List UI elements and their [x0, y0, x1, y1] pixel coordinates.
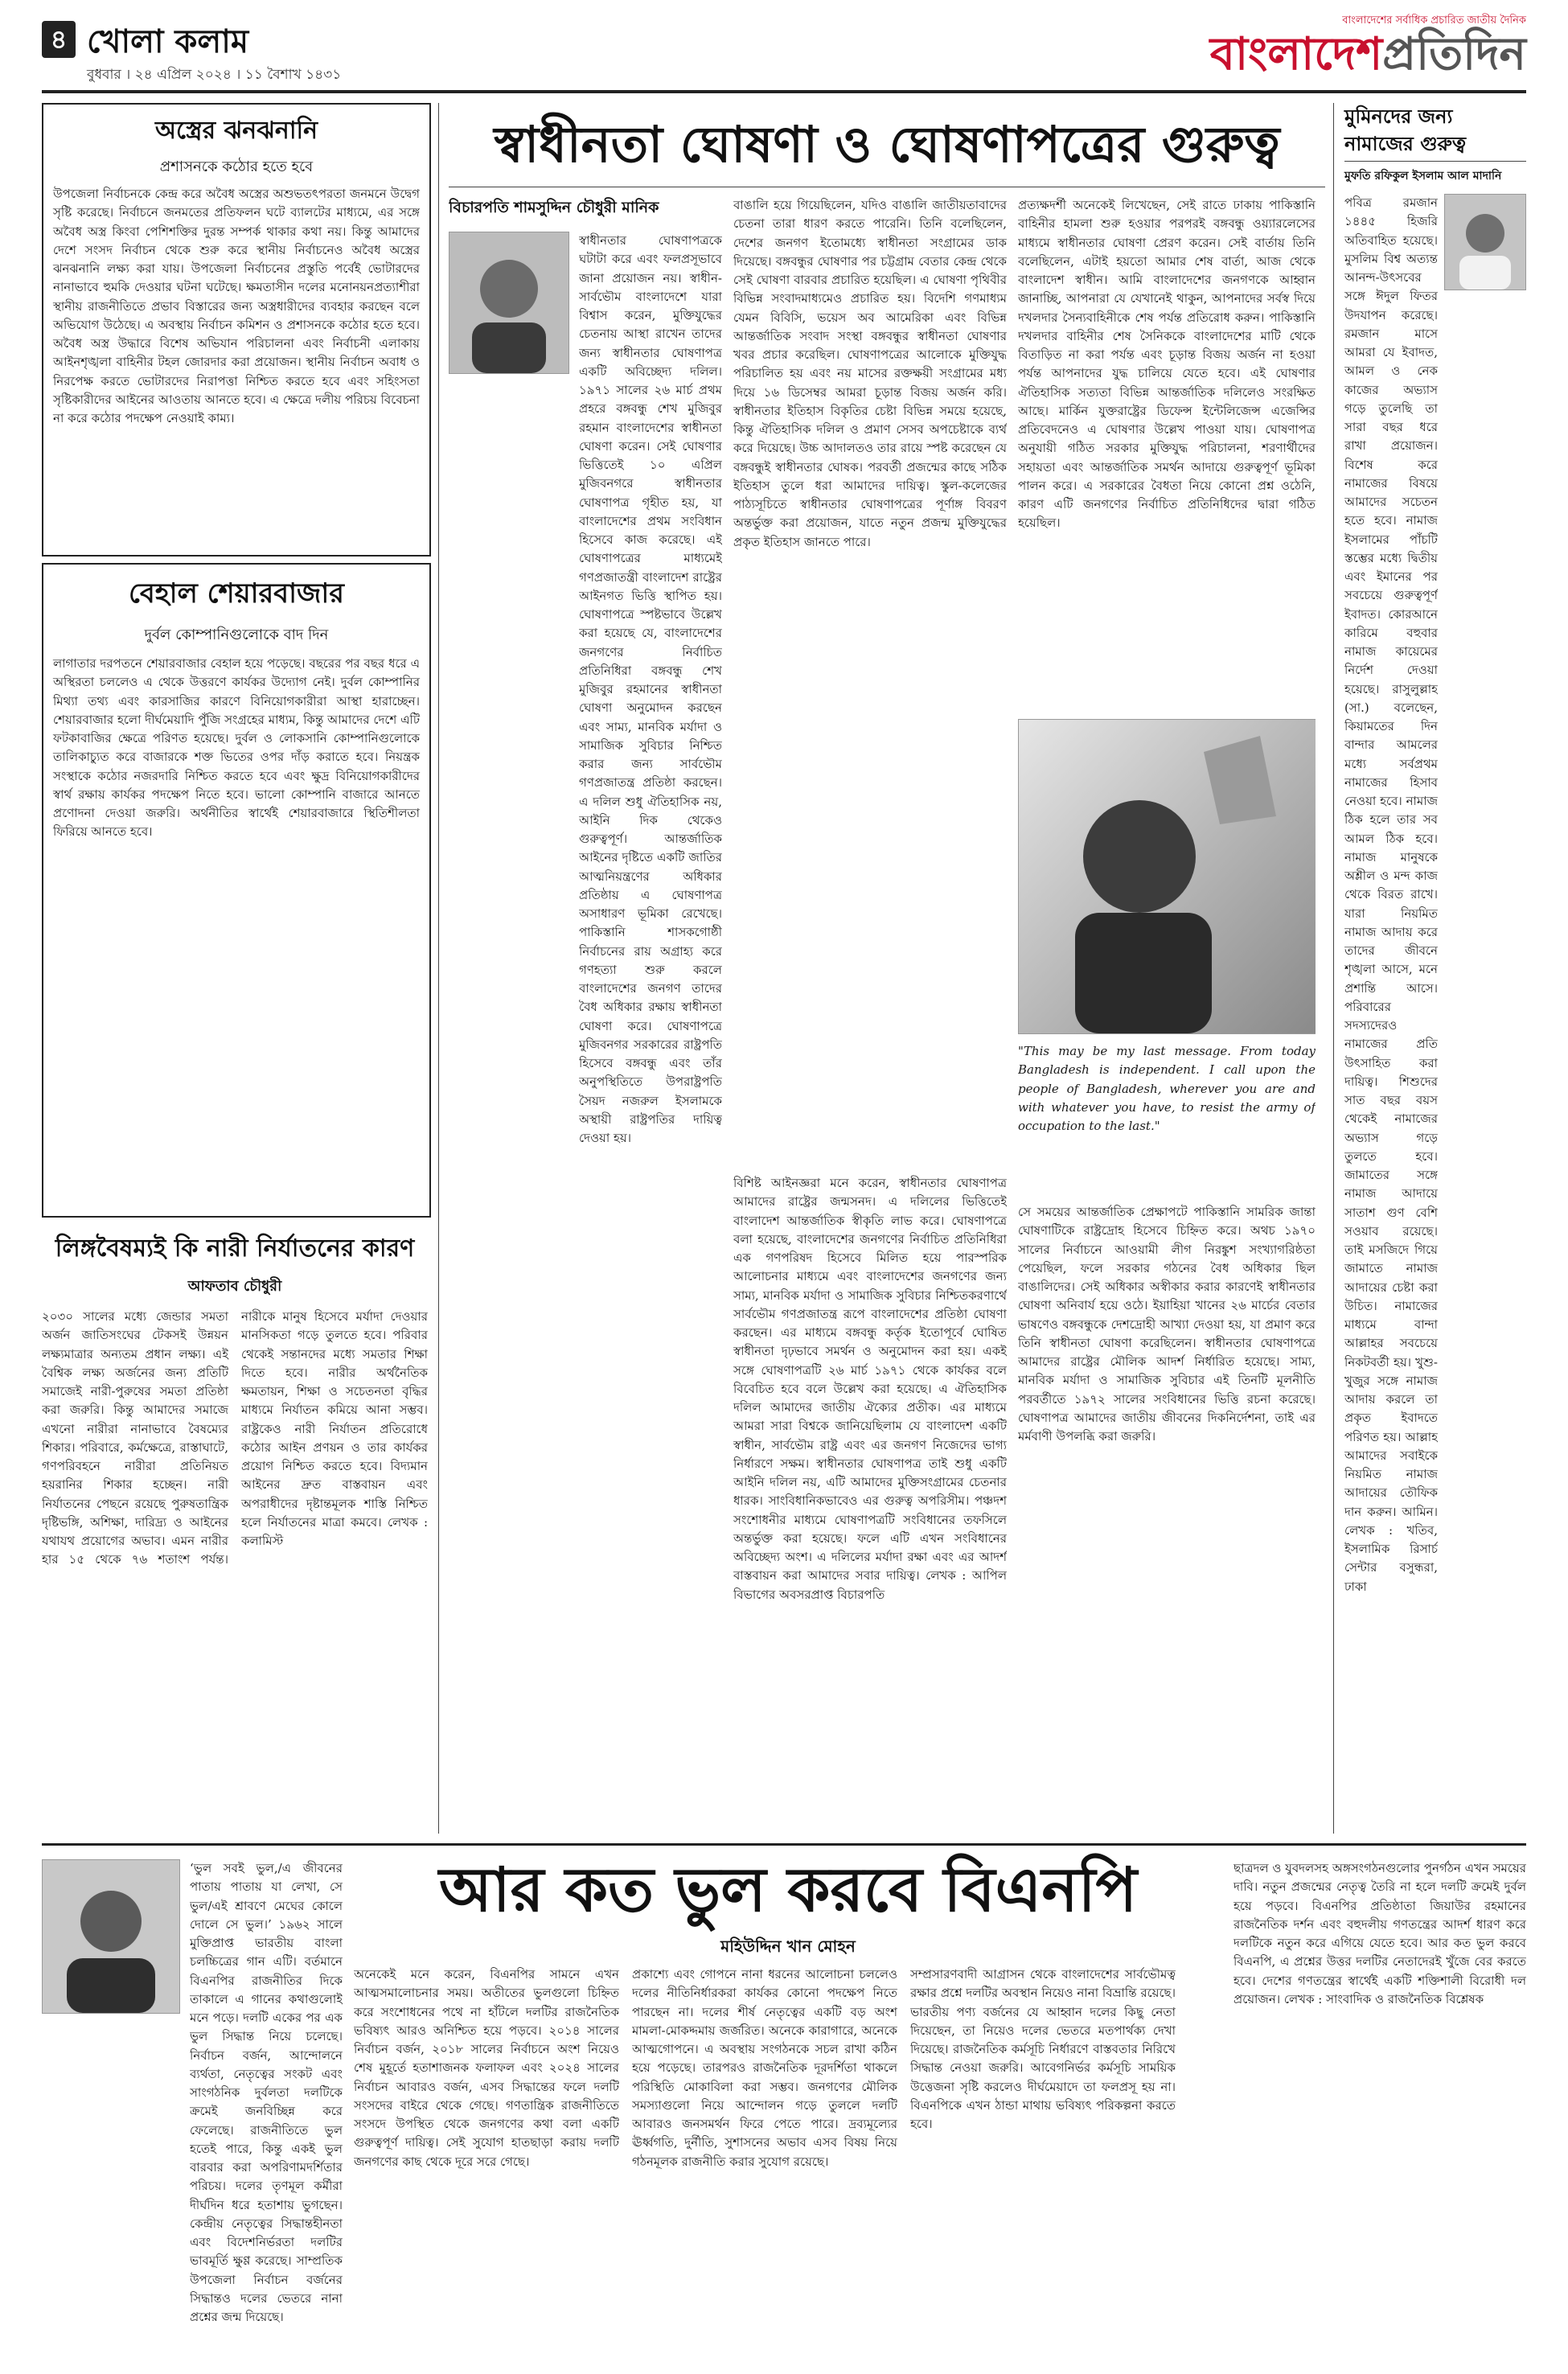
section-title: খোলা কলাম [87, 23, 249, 60]
bottom-col-1 [190, 1859, 343, 2342]
left-article-1-box [42, 103, 431, 557]
masthead-part2: প্রতিদিন [1382, 28, 1526, 80]
main-body-d: সে সময়ের আন্তর্জাতিক প্রেক্ষাপটে পাকিস্তানি সামরিক জান্তা ঘোষণাটিকে রাষ্ট্রদ্রোহ হিসেবে চিহ্নিত করে। অথচ ১৯৭০ সালের নির্বাচনে আওয়ামী লীগ নিরঙ্কুশ সংখ্যাগরিষ্ঠতা পেয়েছিল, ফলে সরকার গঠনের বৈধ অধিকার ছিল বাঙালিদের। সেই অধিকার অস্বীকার করার কারণেই স্বাধীনতার ঘোষণা অনিবার্য হয়ে ওঠে। ইয়াহিয়া খানের ২৬ মার্চের বেতার ভাষণেও বঙ্গবন্ধুকে দেশদ্রোহী আখ্যা দেওয়া হয়, যা প্রমাণ করে তিনি স্বাধীনতা ঘোষণা করেছিলেন। স্বাধীনতার ঘোষণাপত্রে আমাদের রাষ্ট্রের মৌলিক আদর্শ নির্ধারিত হয়েছে। সাম্য, মানবিক মর্যাদা ও সামাজিক সুবিচার এই তিনটি মূলনীতি পরবর্তীতে ১৯৭২ সালের সংবিধানের ভিত্তি রচনা করেছে। ঘোষণাপত্র আমাদের জাতীয় জীবনের দিকনির্দেশনা, তাই এর মর্মবাণী উপলব্ধি করা জরুরি। [1018, 1205, 1316, 1444]
left-article-3-author: আফতাব চৌধুরী [187, 1278, 282, 1295]
bottom-article-author: মহিউদ্দিন খান মোহন [720, 1937, 856, 1956]
left-article-2-subtitle: দুর্বল কোম্পানিগুলোকে বাদ দিন [144, 626, 329, 643]
left-article-3 [42, 1222, 428, 1834]
main-col-1 [449, 196, 722, 1829]
bottom-body-a: ‘ভুল সবই ভুল,/এ জীবনের পাতায় পাতায় যা লেখা, সে ভুল/এই শ্রাবণে মেঘের কোলে দোলে সে ভুল।’ ১৯৬২ সালে মুক্তিপ্রাপ্ত ভারতীয় বাংলা চলচ্চিত্রের গান এটি। বর্তমানে বিএনপির রাজনীতির দিকে তাকালে এ গানের কথাগুলোই মনে পড়ে। দলটি একের পর এক ভুল সিদ্ধান্ত নিয়ে চলেছে। নির্বাচন বর্জন, আন্দোলনে ব্যর্থতা, নেতৃত্বের সংকট এবং সাংগঠনিক দুর্বলতা দলটিকে ক্রমেই জনবিচ্ছিন্ন করে ফেলেছে। রাজনীতিতে ভুল হতেই পারে, কিন্তু একই ভুল বারবার করা অপরিণামদর্শিতার পরিচয়। দলের তৃণমূল কর্মীরা দীর্ঘদিন ধরে হতাশায় ভুগছেন। কেন্দ্রীয় নেতৃত্বের সিদ্ধান্তহীনতা এবং বিদেশনির্ভরতা দলটির ভাবমূর্তি ক্ষুণ্ণ করেছে। সাম্প্রতিক উপজেলা নির্বাচন বর্জনের সিদ্ধান্তও দলের ভেতরে নানা প্রশ্নের জন্ম দিয়েছে। [190, 1861, 343, 2324]
left-article-2-body: লাগাতার দরপতনে শেয়ারবাজার বেহাল হয়ে পড়েছে। বছরের পর বছর ধরে এ অস্থিরতা চললেও এ থেকে উত্তরণে কার্যকর উদ্যোগ নেই। দুর্বল কোম্পানির মিথ্যা তথ্য এবং কারসাজির কারণে বিনিয়োগকারীরা আস্থা হারাচ্ছেন। শেয়ারবাজার হলো দীর্ঘমেয়াদি পুঁজি সংগ্রহের মাধ্যম, কিন্তু আমাদের দেশে এটি ফটকাবাজির ক্ষেত্রে পরিণত হয়েছে। দুর্বল ও লোকসানি কোম্পানিগুলোকে তালিকাচ্যুত করে বাজারকে শক্ত ভিতের ওপর দাঁড় করাতে হবে। নিয়ন্ত্রক সংস্থাকে কঠোর নজরদারি নিশ্চিত করতে হবে এবং ক্ষুদ্র বিনিয়োগকারীদের স্বার্থ রক্ষায় কার্যকর পদক্ষেপ নিতে হবে। ভালো কোম্পানি বাজারে আনতে প্রণোদনা দেওয়া জরুরি। অর্থনীতির স্বার্থেই শেয়ারবাজারে স্থিতিশীলতা ফিরিয়ে আনতে হবে। [53, 656, 420, 840]
right-author-portrait-icon [1445, 195, 1525, 290]
left-article-1-title: অস্ত্রের ঝনঝনানি [154, 117, 318, 145]
bottom-body-b: অনেকেই মনে করেন, বিএনপির সামনে এখন আত্মসমালোচনার সময়। অতীতের ভুলগুলো চিহ্নিত করে সংশোধনের পথে না হাঁটলে দলটির রাজনৈতিক ভবিষ্যৎ আরও অনিশ্চিত হয়ে পড়বে। ২০১৪ সালের নির্বাচন বর্জন, ২০১৮ সালের নির্বাচনে অংশ নিয়েও শেষ মুহূর্তে হতাশাজনক ফলাফল এবং ২০২৪ সালের নির্বাচন আবারও বর্জন, এসব সিদ্ধান্তের ফলে দলটি সংসদের বাইরে থেকে গেছে। গণতান্ত্রিক রাজনীতিতে সংসদে উপস্থিত থেকে জনগণের কথা বলা একটি গুরুত্বপূর্ণ দায়িত্ব। সেই সুযোগ হাতছাড়া করায় দলটি জনগণের কাছ থেকে দূরে সরে গেছে। [354, 1967, 619, 2169]
right-article-body: পবিত্র রমজান ১৪৪৫ হিজরি অতিবাহিত হয়েছে। মুসলিম বিশ্ব অত্যন্ত আনন্দ-উৎসবের সঙ্গে ঈদুল ফিতর উদযাপন করেছে। রমজান মাসে আমরা যে ইবাদত, আমল ও নেক কাজের অভ্যাস গড়ে তুলেছি তা সারা বছর ধরে রাখা প্রয়োজন। বিশেষ করে নামাজের বিষয়ে আমাদের সচেতন হতে হবে। নামাজ ইসলামের পাঁচটি স্তম্ভের মধ্যে দ্বিতীয় এবং ইমানের পর সবচেয়ে গুরুত্বপূর্ণ ইবাদত। কোরআনে কারিমে বহুবার নামাজ কায়েমের নির্দেশ দেওয়া হয়েছে। রাসুলুল্লাহ (সা.) বলেছেন, কিয়ামতের দিন বান্দার আমলের মধ্যে সর্বপ্রথম নামাজের হিসাব নেওয়া হবে। নামাজ ঠিক হলে তার সব আমল ঠিক হবে। নামাজ মানুষকে অশ্লীল ও মন্দ কাজ থেকে বিরত রাখে। যারা নিয়মিত নামাজ আদায় করে তাদের জীবনে শৃঙ্খলা আসে, মনে প্রশান্তি আসে। পরিবারের সদস্যদেরও নামাজের প্রতি উৎসাহিত করা দায়িত্ব। শিশুদের সাত বছর বয়স থেকেই নামাজের অভ্যাস গড়ে তুলতে হবে। জামাতের সঙ্গে নামাজ আদায়ে সাতাশ গুণ বেশি সওয়াব রয়েছে। তাই মসজিদে গিয়ে জামাতে নামাজ আদায়ের চেষ্টা করা উচিত। নামাজের মাধ্যমে বান্দা আল্লাহর সবচেয়ে নিকটবর্তী হয়। খুশু-খুজুর সঙ্গে নামাজ আদায় করলে তা প্রকৃত ইবাদতে পরিণত হয়। আল্লাহ আমাদের সবাইকে নিয়মিত নামাজ আদায়ের তৌফিক দান করুন। আমিন। লেখক : খতিব, ইসলামিক রিসার্চ সেন্টার বসুন্ধরা, ঢাকা [1344, 195, 1438, 1594]
bottom-body-e: ছাত্রদল ও যুবদলসহ অঙ্গসংগঠনগুলোর পুনর্গঠন এখন সময়ের দাবি। নতুন প্রজন্মের নেতৃত্ব তৈরি না হলে দলটি ক্রমেই দুর্বল হয়ে পড়বে। বিএনপির প্রতিষ্ঠাতা জিয়াউর রহমানের রাজনৈতিক দর্শন এবং বহুদলীয় গণতন্ত্রের আদর্শ ধারণ করে দলটিকে নতুন করে এগিয়ে যেতে হবে। আর কত ভুল করবে বিএনপি, এ প্রশ্নের উত্তর দলটির নেতাদেরই খুঁজে বের করতে হবে। দেশের গণতন্ত্রের স্বার্থেই একটি শক্তিশালী বিরোধী দল প্রয়োজন। লেখক : সাংবাদিক ও রাজনৈতিক বিশ্লেষক [1233, 1861, 1526, 2006]
right-divider [1333, 103, 1334, 1834]
left-article-1-subtitle: প্রশাসনকে কঠোর হতে হবে [159, 158, 314, 175]
right-article-author: মুফতি রফিকুল ইসলাম আল মাদানি [1344, 170, 1502, 183]
dateline: বুধবার । ২৪ এপ্রিল ২০২৪ । ১১ বৈশাখ ১৪৩১ [87, 67, 342, 83]
main-article-title: স্বাধীনতা ঘোষণা ও ঘোষণাপত্রের গুরুত্ব [494, 115, 1280, 174]
author-portrait-icon [449, 232, 569, 373]
left-article-3-body: ২০৩০ সালের মধ্যে জেন্ডার সমতা অর্জন জাতিসংঘের টেকসই উন্নয়ন লক্ষ্যমাত্রার অন্যতম প্রধান লক্ষ্য। এই বৈশ্বিক লক্ষ্য অর্জনের জন্য প্রতিটি সমাজেই নারী-পুরুষের সমতা প্রতিষ্ঠা করা জরুরি। কিন্তু আমাদের সমাজে এখনো নারীরা নানাভাবে বৈষম্যের শিকার। পরিবারে, কর্মক্ষেত্রে, রাস্তাঘাটে, গণপরিবহনে নারীরা প্রতিনিয়ত হয়রানির শিকার হচ্ছেন। নারী নির্যাতনের পেছনে রয়েছে পুরুষতান্ত্রিক দৃষ্টিভঙ্গি, অশিক্ষা, দারিদ্র্য ও আইনের যথাযথ প্রয়োগের অভাব। এমন নারীর হার ১৫ থেকে ৭৬ শতাংশ পর্যন্ত। নারীকে মানুষ হিসেবে মর্যাদা দেওয়ার মানসিকতা গড়ে তুলতে হবে। পরিবার থেকেই সন্তানদের মধ্যে সমতার শিক্ষা দিতে হবে। নারীর অর্থনৈতিক ক্ষমতায়ন, শিক্ষা ও সচেতনতা বৃদ্ধির মাধ্যমে নির্যাতন কমিয়ে আনা সম্ভব। রাষ্ট্রকেও নারী নির্যাতন প্রতিরোধে কঠোর আইন প্রণয়ন ও তার কার্যকর প্রয়োগ নিশ্চিত করতে হবে। বিদ্যমান আইনের দ্রুত বাস্তবায়ন এবং অপরাধীদের দৃষ্টান্তমূলক শাস্তি নিশ্চিত হলে নির্যাতনের মাত্রা কমবে। লেখক : কলামিস্ট [42, 1309, 428, 1567]
main-body-a: স্বাধীনতার ঘোষণাপত্রকে ঘটাটা করে এবং ফলপ্রসূভাবে জানা প্রয়োজন নয়। স্বাধীন-সার্বভৌম বাংলাদেশে যারা বিশ্বাস করেন, মুক্তিযুদ্ধের চেতনায় আস্থা রাখেন তাদের জন্য স্বাধীনতার ঘোষণাপত্র একটি অবিচ্ছেদ্য দলিল। ১৯৭১ সালের ২৬ মার্চ প্রথম প্রহরে বঙ্গবন্ধু শেখ মুজিবুর রহমান বাংলাদেশের স্বাধীনতা ঘোষণা করেন। সেই ঘোষণার ভিত্তিতেই ১০ এপ্রিল মুজিবনগরে স্বাধীনতার ঘোষণাপত্র গৃহীত হয়, যা বাংলাদেশের প্রথম সংবিধান হিসেবে কাজ করেছে। এই ঘোষণাপত্রের মাধ্যমেই গণপ্রজাতন্ত্রী বাংলাদেশ রাষ্ট্রের আইনগত ভিত্তি স্থাপিত হয়। ঘোষণাপত্রে স্পষ্টভাবে উল্লেখ করা হয়েছে যে, বাংলাদেশের জনগণের নির্বাচিত প্রতিনিধিরা বঙ্গবন্ধু শেখ মুজিবুর রহমানের স্বাধীনতা ঘোষণা অনুমোদন করছেন এবং সাম্য, মানবিক মর্যাদা ও সামাজিক সুবিচার নিশ্চিত করার জন্য সার্বভৌম গণপ্রজাতন্ত্র প্রতিষ্ঠা করছেন। এ দলিল শুধু ঐতিহাসিক নয়, আইনি দিক থেকেও গুরুত্বপূর্ণ। আন্তর্জাতিক আইনের দৃষ্টিতে একটি জাতির আত্মনিয়ন্ত্রণের অধিকার প্রতিষ্ঠায় এ ঘোষণাপত্র অসাধারণ ভূমিকা রেখেছে। পাকিস্তানি শাসকগোষ্ঠী নির্বাচনের রায় অগ্রাহ্য করে গণহত্যা শুরু করলে বাংলাদেশের জনগণ তাদের বৈধ অধিকার রক্ষায় স্বাধীনতা ঘোষণা করে। ঘোষণাপত্রে মুজিবনগর সরকারের রাষ্ট্রপতি হিসেবে বঙ্গবন্ধু এবং তাঁর অনুপস্থিতিতে উপরাষ্ট্রপতি সৈয়দ নজরুল ইসলামকে অস্থায়ী রাষ্ট্রপতির দায়িত্ব দেওয়া হয়। [579, 233, 722, 1145]
bottom-col-2 [354, 1965, 619, 2343]
bottom-body-c: প্রকাশ্যে এবং গোপনে নানা ধরনের আলোচনা চললেও দলের নীতিনির্ধারকরা কার্যকর কোনো পদক্ষেপ নিতে পারছেন না। দলের শীর্ষ নেতৃত্বের একটি বড় অংশ মামলা-মোকদ্দমায় জর্জরিত। অনেকে কারাগারে, অনেকে আত্মগোপনে। এ অবস্থায় সংগঠনকে সচল রাখা কঠিন হয়ে পড়েছে। তারপরও রাজনৈতিক দূরদর্শিতা থাকলে পরিস্থিতি মোকাবিলা করা সম্ভব। জনগণের মৌলিক সমস্যাগুলো নিয়ে আন্দোলন গড়ে তুললে দলটি আবারও জনসমর্থন ফিরে পেতে পারে। দ্রব্যমূল্যের ঊর্ধ্বগতি, দুর্নীতি, সুশাসনের অভাব এসব বিষয় নিয়ে গঠনমূলক রাজনীতি করার সুযোগ রয়েছে। [632, 1967, 897, 2169]
page-number-badge: ৪ [42, 21, 76, 58]
masthead-part1: বাংলাদেশ [1209, 28, 1383, 80]
main-col-extra [733, 1174, 1007, 1834]
bottom-top-rule [42, 1843, 1526, 1846]
left-article-2-box [42, 563, 431, 1218]
historic-photo [1018, 719, 1316, 1034]
main-col-e [1327, 965, 1328, 966]
photo-quote: "This may be my last message. From today Bangladesh is independent. I call upon the people of Bangladesh, wherever you are and with whatever you have, to resist the army of occupation to the last." [1018, 1044, 1316, 1133]
bottom-col-3 [632, 1965, 897, 2343]
bottom-col-4 [910, 1965, 1176, 2343]
left-article-3-title: লিঙ্গবৈষম্যই কি নারী নির্যাতনের কারণ [55, 1234, 415, 1263]
historic-portrait-icon [1019, 720, 1316, 1033]
bottom-article-title: আর কত ভুল করবে বিএনপি [438, 1854, 1138, 1925]
main-article-author: বিচারপতি শামসুদ্দিন চৌধুরী মানিক [449, 199, 659, 216]
masthead-tagline: বাংলাদেশের সর্বাধিক প্রচারিত জাতীয় দৈনিক [1342, 14, 1526, 27]
left-article-2-title: বেহাল শেয়ারবাজার [129, 577, 344, 610]
author-photo [449, 232, 569, 374]
masthead [1210, 29, 1526, 80]
left-divider [438, 103, 439, 1834]
header-rule [42, 90, 1526, 93]
main-body-c: প্রত্যক্ষদর্শী অনেকেই লিখেছেন, সেই রাতে ঢাকায় পাকিস্তানি বাহিনীর হামলা শুরু হওয়ার পরপরই বঙ্গবন্ধু ওয়্যারলেসের মাধ্যমে স্বাধীনতার ঘোষণা প্রেরণ করেন। সেই বার্তায় তিনি বলেছিলেন, এটাই হয়তো আমার শেষ বার্তা, আজ থেকে বাংলাদেশ স্বাধীন। আমি বাংলাদেশের জনগণকে আহ্বান জানাচ্ছি, আপনারা যে যেখানেই থাকুন, আপনাদের সর্বস্ব দিয়ে দখলদার সৈন্যবাহিনীকে শেষ পর্যন্ত প্রতিরোধ করুন। পাকিস্তানি দখলদার বাহিনীর শেষ সৈনিককে বাংলাদেশের মাটি থেকে বিতাড়িত না করা পর্যন্ত এবং চূড়ান্ত বিজয় অর্জন না হওয়া পর্যন্ত আপনাদের যুদ্ধ চালিয়ে যেতে হবে। এই ঘোষণার ঐতিহাসিক সত্যতা বিভিন্ন আন্তর্জাতিক দলিলেও সংরক্ষিত আছে। মার্কিন যুক্তরাষ্ট্রের ডিফেন্স ইন্টেলিজেন্স এজেন্সির প্রতিবেদনেও এ ঘোষণার উল্লেখ পাওয়া যায়। ঘোষণাপত্র অনুযায়ী গঠিত সরকার মুক্তিযুদ্ধ পরিচালনা, শরণার্থীদের সহায়তা এবং আন্তর্জাতিক সমর্থন আদায়ে গুরুত্বপূর্ণ ভূমিকা পালন করে। এ সরকারের বৈধতা নিয়ে কোনো প্রশ্ন ওঠেনি, কারণ এটি জনগণের নির্বাচিত প্রতিনিধিদের দ্বারা গঠিত হয়েছিল। [1018, 198, 1316, 531]
right-article-title: মুমিনদের জন্য নামাজের গুরুত্ব [1344, 103, 1526, 162]
main-col-3 [1018, 196, 1316, 1829]
right-article [1344, 103, 1526, 1832]
bottom-body-d: সম্প্রসারণবাদী আগ্রাসন থেকে বাংলাদেশের সার্বভৌমত্ব রক্ষার প্রশ্নে দলটির অবস্থান নিয়েও নানা বিভ্রান্তি রয়েছে। ভারতীয় পণ্য বর্জনের যে আহ্বান দলের কিছু নেতা দিয়েছেন, তা নিয়েও দলের ভেতরে মতপার্থক্য দেখা দিয়েছে। রাজনৈতিক কর্মসূচি নির্ধারণে বাস্তবতার নিরিখে সিদ্ধান্ত নেওয়া জরুরি। আবেগনির্ভর কর্মসূচি সাময়িক উত্তেজনা সৃষ্টি করলেও দীর্ঘমেয়াদে তা ফলপ্রসূ হয় না। বিএনপিকে এখন ঠান্ডা মাথায় ভবিষ্যৎ পরিকল্পনা করতে হবে। [910, 1967, 1176, 2131]
main-body-b: বাঙালি হয়ে গিয়েছিলেন, যদিও বাঙালি জাতীয়তাবাদের চেতনা তারা ধারণ করতে পারেনি। তিনি বলেছিলেন, দেশের জনগণ ইতোমধ্যে স্বাধীনতা সংগ্রামের ডাক দিয়েছে। বঙ্গবন্ধুর ঘোষণার পর চট্টগ্রাম বেতার কেন্দ্র থেকে সেই ঘোষণা বারবার প্রচারিত হয়েছিল। এ ঘোষণা পৃথিবীর বিভিন্ন সংবাদমাধ্যমেও প্রচারিত হয়। বিদেশি গণমাধ্যম যেমন বিবিসি, ভয়েস অব আমেরিকা এবং বিভিন্ন আন্তর্জাতিক সংবাদ সংস্থা বঙ্গবন্ধুর স্বাধীনতা ঘোষণার খবর প্রচার করেছিল। ঘোষণাপত্রের আলোকে মুক্তিযুদ্ধ পরিচালিত হয় এবং নয় মাসের রক্তক্ষয়ী সংগ্রামের মধ্য দিয়ে ১৬ ডিসেম্বর আমরা চূড়ান্ত বিজয় অর্জন করি। স্বাধীনতার ইতিহাস বিকৃতির চেষ্টা বিভিন্ন সময়ে হয়েছে, কিন্তু ঐতিহাসিক দলিল ও প্রমাণ সেসব অপচেষ্টাকে ব্যর্থ করে দিয়েছে। উচ্চ আদালতও তার রায়ে স্পষ্ট করেছেন যে বঙ্গবন্ধুই স্বাধীনতার ঘোষক। পরবর্তী প্রজন্মের কাছে সঠিক ইতিহাস তুলে ধরা আমাদের দায়িত্ব। স্কুল-কলেজের পাঠ্যসূচিতে স্বাধীনতার ঘোষণাপত্রের পূর্ণাঙ্গ বিবরণ অন্তর্ভুক্ত করা প্রয়োজন, যাতে নতুন প্রজন্ম মুক্তিযুদ্ধের প্রকৃত ইতিহাস জানতে পারে। [733, 198, 1007, 549]
left-article-1-body: উপজেলা নির্বাচনকে কেন্দ্র করে অবৈধ অস্ত্রের অশুভতৎপরতা জনমনে উদ্বেগ সৃষ্টি করেছে। নির্বাচনে জনমতের প্রতিফলন ঘটে ব্যালটের মাধ্যমে, এর সঙ্গে অবৈধ অস্ত্র কিংবা পেশিশক্তির দুরন্ত সম্পর্ক থাকার কথা নয়। কিন্তু আমাদের দেশে সংসদ নির্বাচন থেকে শুরু করে স্থানীয় নির্বাচনেও অবৈধ অস্ত্রের ঝনঝনানি লক্ষ্য করা যায়। উপজেলা নির্বাচনের প্রস্তুতি পর্বেই ভোটারদের নানাভাবে হুমকি দেওয়ার ঘটনা ঘটেছে। ক্ষমতাসীন দলের মনোনয়নপ্রত্যাশীরা স্থানীয় রাজনীতিতে প্রভাব বিস্তারের জন্য অস্ত্রধারীদের ব্যবহার করছেন বলে অভিযোগ উঠেছে। এ অবস্থায় নির্বাচন কমিশন ও প্রশাসনকে কঠোর হতে হবে। অবৈধ অস্ত্র উদ্ধারে বিশেষ অভিযান পরিচালনা এবং নির্বাচনী এলাকায় আইনশৃঙ্খলা বাহিনীর টহল জোরদার করা প্রয়োজন। স্থানীয় নির্বাচন অবাধ ও নিরপেক্ষ করতে ভোটারদের নিরাপত্তা নিশ্চিত করতে হবে এবং সহিংসতা সৃষ্টিকারীদের আইনের আওতায় আনতে হবে। এ ক্ষেত্রে দলীয় পরিচয় বিবেচনা না করে কঠোর পদক্ষেপ নেওয়াই কাম্য। [53, 187, 420, 425]
bottom-author-portrait-icon [43, 1860, 179, 2013]
bottom-col-5 [1233, 1859, 1526, 2343]
right-author-photo [1444, 194, 1526, 290]
bottom-author-photo [42, 1859, 180, 2014]
main-body-e: বিশিষ্ট আইনজ্ঞরা মনে করেন, স্বাধীনতার ঘোষণাপত্র আমাদের রাষ্ট্রের জন্মসনদ। এ দলিলের ভিত্তিতেই বাংলাদেশ আন্তর্জাতিক স্বীকৃতি লাভ করে। ঘোষণাপত্রে বলা হয়েছে, বাংলাদেশের জনগণের নির্বাচিত প্রতিনিধিরা এক গণপরিষদ হিসেবে মিলিত হয়ে পারস্পরিক আলোচনার মাধ্যমে এবং বাংলাদেশের জনগণের জন্য সাম্য, মানবিক মর্যাদা ও সামাজিক সুবিচার নিশ্চিতকরণার্থে সার্বভৌম গণপ্রজাতন্ত্র রূপে বাংলাদেশের প্রতিষ্ঠা ঘোষণা করছেন। এর মাধ্যমে বঙ্গবন্ধু কর্তৃক ইতোপূর্বে ঘোষিত স্বাধীনতা দৃঢ়ভাবে সমর্থন ও অনুমোদন করা হয়। একই সঙ্গে ঘোষণাপত্রটি ২৬ মার্চ ১৯৭১ থেকে কার্যকর বলে বিবেচিত হবে বলে উল্লেখ করা হয়েছে। এ ঐতিহাসিক দলিল আমাদের জাতীয় ঐক্যের প্রতীক। এর মাধ্যমে আমরা সারা বিশ্বকে জানিয়েছিলাম যে বাংলাদেশ একটি স্বাধীন, সার্বভৌম রাষ্ট্র এবং এর জনগণ নিজেদের ভাগ্য নির্ধারণে সক্ষম। স্বাধীনতার ঘোষণাপত্র তাই শুধু একটি আইনি দলিল নয়, এটি আমাদের মুক্তিসংগ্রামের চেতনার ধারক। সাংবিধানিকভাবেও এর গুরুত্ব অপরিসীম। পঞ্চদশ সংশোধনীর মাধ্যমে ঘোষণাপত্রটি সংবিধানের তফসিলে অন্তর্ভুক্ত করা হয়েছে। ফলে এটি এখন সংবিধানের অবিচ্ছেদ্য অংশ। এ দলিলের মর্যাদা রক্ষা এবং এর আদর্শ বাস্তবায়ন করা আমাদের সবার দায়িত্ব। লেখক : আপিল বিভাগের অবসরপ্রাপ্ত বিচারপতি [733, 1176, 1007, 1602]
